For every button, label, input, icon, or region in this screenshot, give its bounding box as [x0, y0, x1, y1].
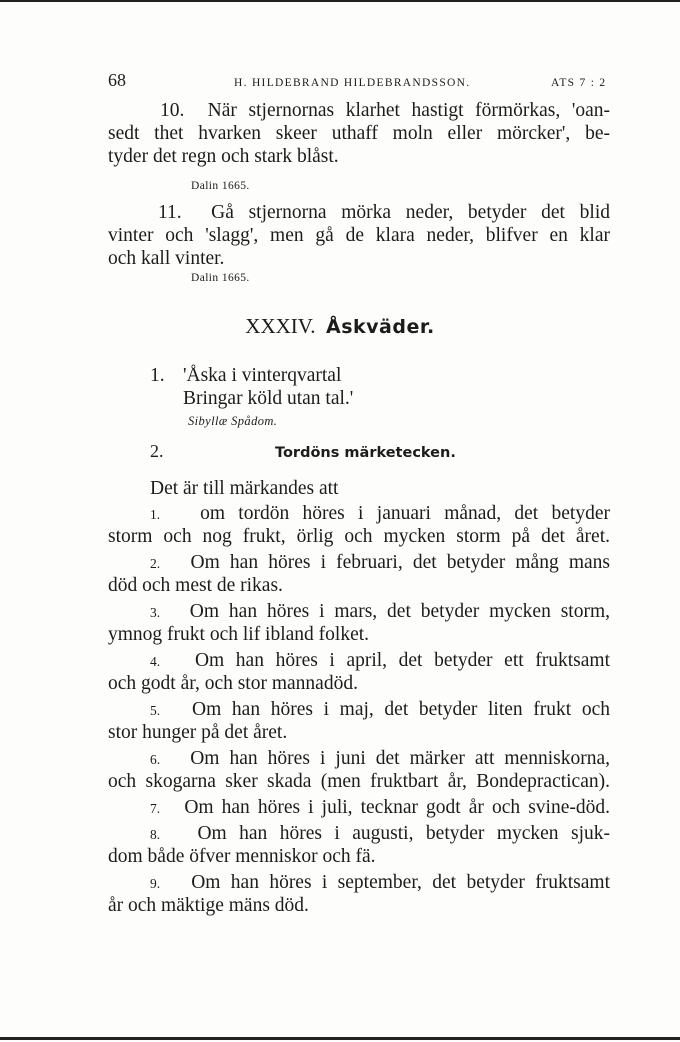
list-item: 1. om tordön höres i januari månad, det betyder storm och nog frukt, örlig och mycken storm på det året.: [108, 503, 610, 547]
part-2-heading: Tordöns märketecken.: [275, 445, 456, 461]
section-heading: [0, 314, 680, 339]
entry-11-line-3: och kall vinter.: [108, 248, 225, 269]
entry-10: [108, 100, 610, 169]
item-number: 3.: [150, 605, 161, 620]
verse-number: 1.: [150, 365, 165, 386]
item-number: 1.: [150, 507, 161, 522]
part-2-number: 2.: [150, 441, 164, 461]
item-number: 2.: [150, 556, 161, 571]
list-item: 2. Om han höres i februari, det betyder mång mans död och mest de rikas.: [108, 552, 610, 596]
list-item: 8. Om han höres i augusti, betyder mycken sjuk- dom både öfver menniskor och fä.: [108, 823, 611, 867]
item-number: 5.: [150, 703, 161, 718]
item-number: 6.: [150, 752, 161, 767]
page-number: 68: [108, 70, 126, 90]
section-numeral: XXXIV.: [245, 314, 316, 338]
list-item: 5. Om han höres i maj, det betyder liten frukt och stor hunger på det året.: [108, 699, 610, 743]
item-number: 8.: [150, 827, 161, 842]
verse-line-1: 'Åska i vinterqvartal: [183, 365, 342, 386]
entry-10-source: Dalin 1665.: [191, 180, 250, 192]
entry-11: [108, 202, 610, 271]
items-list: [108, 503, 610, 918]
verse-source: Sibyllæ Spådom.: [188, 414, 278, 428]
item-number: 4.: [150, 654, 161, 669]
entry-10-line-1: 10. När stjernornas klarhet hastigt förmörkas, 'oan-: [160, 100, 611, 121]
list-item: 7. Om han höres i juli, tecknar godt år och svine-död.: [150, 797, 610, 818]
entry-number: 10.: [160, 100, 185, 121]
list-item: 6. Om han höres i juni det märker att menniskorna, och skogarna sker skada (men fruktbart år, Bondepractican).: [108, 748, 610, 792]
part-2-intro: Det är till märkandes att: [150, 478, 339, 499]
entry-10-line-2: sedt thet hvarken skeer uthaff moln eller mörcker', be-: [108, 123, 610, 144]
entry-10-line-3: tyder det regn och stark blåst.: [108, 146, 339, 167]
series-label: ATS 7 : 2: [551, 77, 607, 89]
verse-line-2: Bringar köld utan tal.': [183, 388, 354, 409]
entry-11-source: Dalin 1665.: [191, 272, 250, 284]
entry-number: 11.: [158, 202, 182, 223]
running-head: H. HILDEBRAND HILDEBRANDSSON.: [234, 77, 471, 89]
item-number: 7.: [150, 801, 161, 816]
top-rule: [0, 0, 680, 2]
list-item: 3. Om han höres i mars, det betyder mycken storm, ymnog frukt och lif ibland folket.: [108, 601, 611, 645]
bottom-rule: [0, 1037, 680, 1040]
entry-11-line-2: vinter och 'slagg', men gå de klara neder, blifver en klar: [108, 225, 610, 246]
entry-11-line-1: 11. Gå stjernorna mörka neder, betyder det blid: [158, 202, 610, 223]
section-title: Åskväder.: [325, 316, 435, 338]
list-item: 4. Om han höres i april, det betyder ett fruktsamt och godt år, och stor mannadöd.: [108, 650, 610, 694]
list-item: 9. Om han höres i september, det betyder fruktsamt år och mäktige mäns död.: [108, 872, 611, 916]
item-number: 9.: [150, 876, 161, 891]
